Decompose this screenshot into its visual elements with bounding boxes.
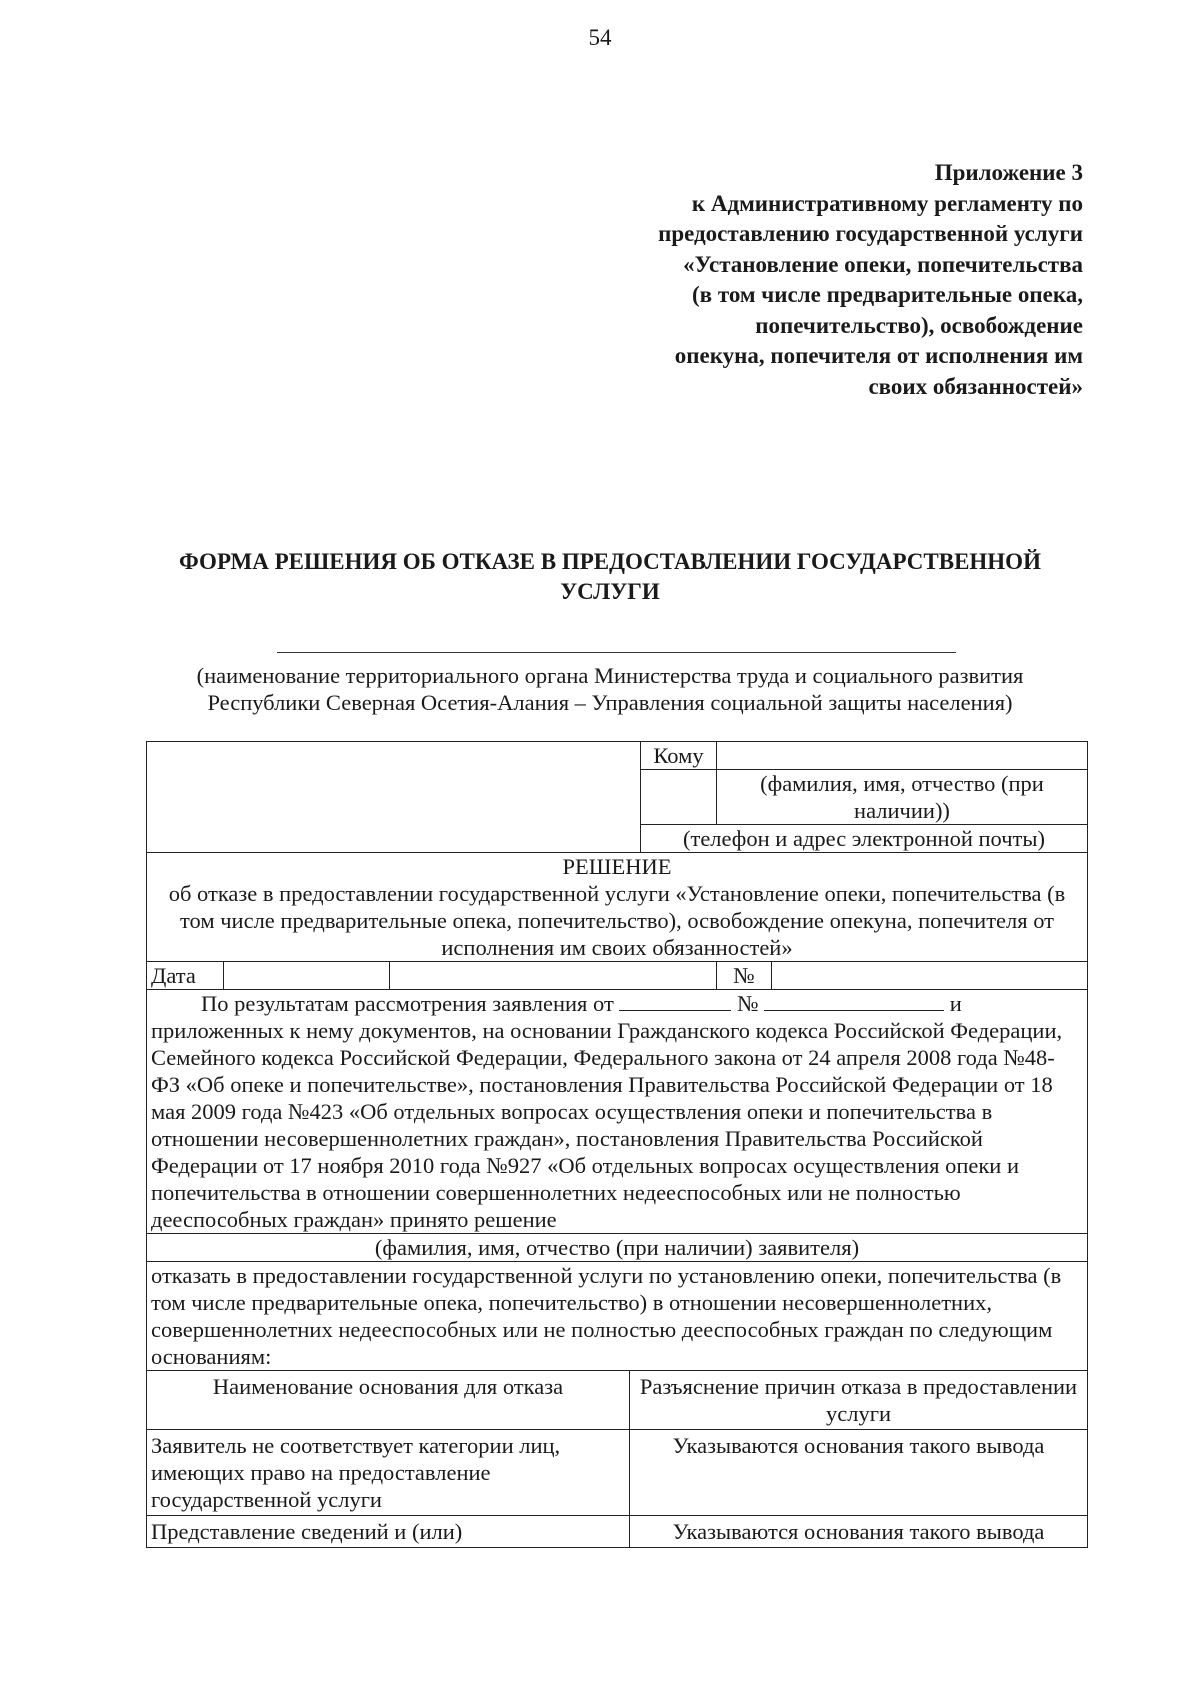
- fio-caption: (фамилия, имя, отчество (при наличии)): [717, 770, 1088, 825]
- appendix-line: своих обязанностей»: [868, 373, 1083, 399]
- number-field[interactable]: [772, 962, 1088, 990]
- legal-basis-text: приложенных к нему документов, на основании Гражданского кодекса Российской Федерации, Семейного кодекса Российской Федерации, Федерального закона от 24 апреля 2008 года №48-ФЗ «Об опеке и попечительстве», постановления Правительства Российской Федерации от 18 мая 2009 года №423 «Об отдельных вопросах осуществления опеки и попечительства в отношении несовершеннолетних граждан», постановления Правительства Российской Федерации от 17 ноября 2010 года №927 «Об отдельных вопросах осуществления опеки и попечительства в отношении совершеннолетних недееспособных или не полностью дееспособных граждан» принято решение: [151, 1018, 1063, 1232]
- application-date-blank[interactable]: [619, 992, 731, 1011]
- reason-cell: Представление сведений и (или): [147, 1516, 630, 1548]
- appendix-header: [658, 158, 1083, 402]
- org-name-fill-line: [277, 652, 956, 653]
- application-intro: По результатам рассмотрения заявления от: [201, 991, 614, 1016]
- applicant-caption: (фамилия, имя, отчество (при наличии) заявителя): [147, 1234, 1088, 1262]
- decision-body: [147, 990, 1088, 1234]
- decision-form-table: [146, 741, 1088, 1548]
- column-header-reason: Наименование основания для отказа: [147, 1371, 630, 1430]
- date-label: Дата: [147, 962, 224, 990]
- column-header-explanation: Разъяснение причин отказа в предоставлении услуги: [630, 1371, 1088, 1430]
- appendix-line: «Установление опеки, попечительства: [683, 251, 1083, 277]
- decision-header-cell: [147, 853, 1088, 962]
- appendix-line: попечительство), освобождение: [755, 312, 1083, 338]
- application-and: и: [949, 991, 962, 1016]
- org-caption: (наименование территориального органа Министерства труда и социального развития Республики Северная Осетия-Алания – Управления социальной защиты населения): [196, 663, 1024, 715]
- application-line: [151, 990, 1083, 1017]
- explanation-cell: Указываются основания такого вывода: [630, 1516, 1088, 1548]
- reason-cell: Заявитель не соответствует категории лиц, имеющих право на предоставление государственной услуги: [147, 1430, 630, 1516]
- fio-blank-cell: [641, 770, 717, 825]
- appendix-line: (в том числе предварительные опека,: [692, 282, 1083, 307]
- to-value-field[interactable]: [717, 742, 1088, 770]
- form-title: ФОРМА РЕШЕНИЯ ОБ ОТКАЗЕ В ПРЕДОСТАВЛЕНИИ ГОСУДАРСТВЕННОЙ УСЛУГИ: [179, 549, 1041, 604]
- date-field-1[interactable]: [224, 962, 390, 990]
- refusal-text: отказать в предоставлении государственной услуги по установлению опеки, попечительства (в том числе предварительные опека, попечительство) в отношении несовершеннолетних, совершеннолетних недееспособных или не полностью дееспособных граждан по следующим основаниям:: [147, 1262, 1088, 1371]
- contact-caption: (телефон и адрес электронной почты): [641, 825, 1088, 853]
- decision-subtitle: об отказе в предоставлении государственной услуги «Установление опеки, попечительства (в том числе предварительные опека, попечительство), освобождение опекуна, попечителя от исполнения им своих обязанностей»: [168, 881, 1066, 960]
- appendix-line: предоставлению государственной услуги: [658, 221, 1083, 246]
- decision-heading: РЕШЕНИЕ: [562, 854, 672, 879]
- date-field-2[interactable]: [390, 962, 717, 990]
- page-number: 54: [588, 25, 612, 50]
- appendix-line: к Административному регламенту по: [691, 190, 1083, 216]
- explanation-cell: Указываются основания такого вывода: [630, 1430, 1088, 1516]
- appendix-line: опекуна, попечителя от исполнения им: [674, 343, 1083, 368]
- application-no-label: №: [737, 991, 759, 1016]
- application-number-blank[interactable]: [764, 992, 944, 1011]
- appendix-line: Приложение 3: [934, 160, 1083, 185]
- number-label: №: [717, 962, 772, 990]
- recipient-blank-cell: [147, 742, 641, 853]
- to-label: Кому: [641, 742, 717, 770]
